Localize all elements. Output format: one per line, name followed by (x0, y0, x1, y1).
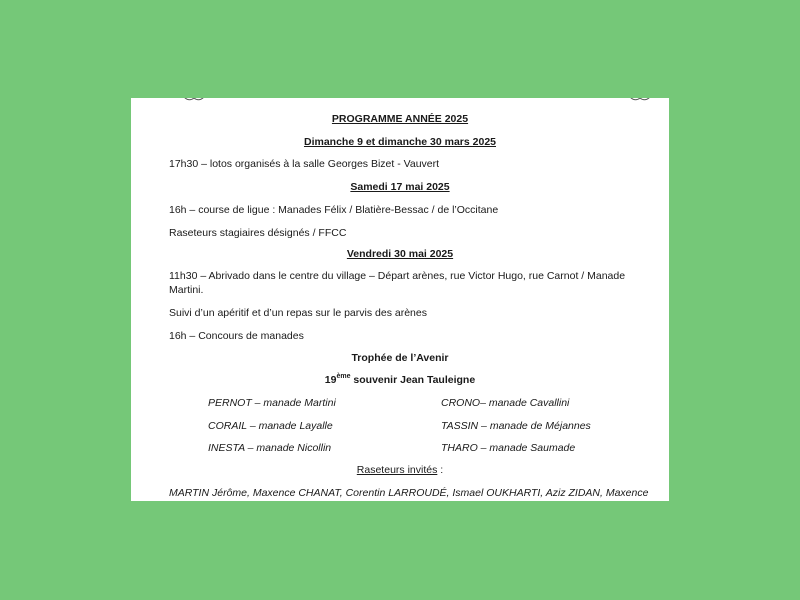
ornament-right-icon (629, 98, 651, 102)
event-line-abrivado-cont: Martini. (169, 284, 204, 296)
programme-document (131, 98, 669, 501)
bull-entry: INESTA – manade Nicollin (208, 442, 332, 454)
event-line-aperitif: Suivi d’un apéritif et d’un repas sur le parvis des arènes (169, 307, 427, 319)
date-heading-march: Dimanche 9 et dimanche 30 mars 2025 (303, 136, 496, 148)
event-line-raseteurs-stagiaires: Raseteurs stagiaires désignés / FFCC (169, 227, 347, 239)
date-heading-may-30: Vendredi 30 mai 2025 (346, 248, 454, 260)
programme-title: PROGRAMME ANNÉE 2025 (331, 113, 469, 125)
souvenir-text: souvenir Jean Tauleigne (350, 374, 476, 386)
date-heading-may-17: Samedi 17 mai 2025 (350, 181, 450, 193)
event-line-course-ligue: 16h – course de ligue : Manades Félix / Blatière-Bessac / de l’Occitane (169, 204, 499, 216)
raseteurs-heading-label: Raseteurs invités (356, 464, 438, 476)
bull-entry: PERNOT – manade Martini (208, 397, 336, 409)
event-line-abrivado: 11h30 – Abrivado dans le centre du village – Départ arènes, rue Victor Hugo, rue Carnot / Manade (169, 270, 626, 282)
bull-entry: THARO – manade Saumade (441, 442, 576, 454)
souvenir-suffix: ème (336, 373, 351, 380)
event-line-lotos: 17h30 – lotos organisés à la salle Georges Bizet - Vauvert (169, 158, 440, 170)
souvenir-number: 19 (324, 374, 337, 386)
bull-entry: TASSIN – manade de Méjannes (441, 420, 591, 432)
bull-entry: CRONO– manade Cavallini (441, 397, 570, 409)
ornament-left-icon (183, 98, 205, 102)
souvenir-title (131, 374, 669, 386)
raseteurs-heading (131, 464, 669, 476)
bull-entry: CORAIL – manade Layalle (208, 420, 333, 432)
raseteurs-list: MARTIN Jérôme, Maxence CHANAT, Corentin LARROUDÉ, Ismael OUKHARTI, Aziz ZIDAN, Maxence (169, 487, 649, 499)
event-line-concours: 16h – Concours de manades (169, 330, 304, 342)
trophy-title: Trophée de l’Avenir (351, 352, 449, 364)
raseteurs-heading-colon: : (437, 464, 444, 476)
